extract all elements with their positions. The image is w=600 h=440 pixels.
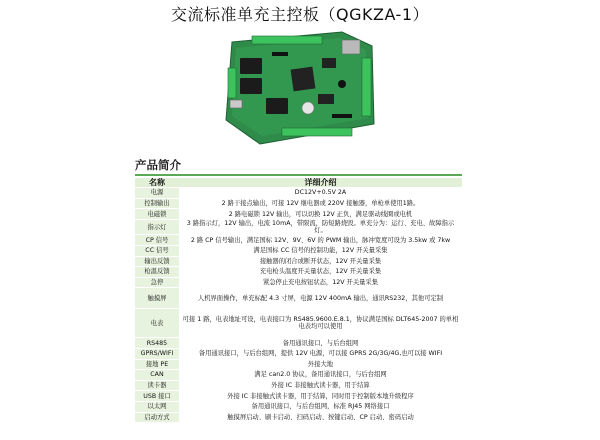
spec-detail: 2 路电磁锁 12V 输出，可以切换 12V 正负，满足驱动线圈或电机 [179,209,462,220]
rj45-port [342,40,360,54]
spec-detail: 外接 IC 非接触式读卡器，用于结算 [179,380,462,391]
spec-name: CC 信号 [135,246,179,257]
chip [322,58,336,68]
spec-name: USB 接口 [135,391,179,402]
spec-detail: 3 路指示灯，12V 输出，电流 10mA，带限流，防短路烧毁。单充分为：运行、充电、故障指示灯。 [179,219,462,234]
table-header-row [135,178,462,188]
spec-name: 启动方式 [135,412,179,423]
spec-detail: 接触器的闭合或断开状态，12V 开关量采集 [179,256,462,267]
section-divider [135,174,462,176]
table-row [135,235,462,246]
table-row [135,277,462,288]
table-row [135,198,462,209]
spec-name: 输出反馈 [135,256,179,267]
table-row [135,349,462,360]
spec-detail: 外接 IC 非接触式读卡器，用于结算，同时用于控制版本地升级程序 [179,391,462,402]
table-row [135,256,462,267]
spec-detail: 备用通讯接口，与后台组网，标准 RJ45 网络接口 [179,401,462,412]
spec-detail: 2 路干接点输出，可接 12V 继电器或 220V 接触器，单枪单使用1路。 [179,198,462,209]
spec-name: 以太网 [135,401,179,412]
spec-name: GPRS/WIFI [135,349,179,360]
page-title: 交流标准单充主控板（QGKZA-1） [171,5,429,24]
spec-detail: 触摸屏启动、刷卡启动、扫码启动、按键启动、CP 启动、密码启动 [179,412,462,423]
spec-detail: 人机界面操作，单充标配 4.3 寸屏，电源 12V 400mA 输出，通讯RS232，其他可定制 [179,288,462,309]
spec-detail: DC12V+0.5V 2A [179,188,462,199]
mcu-chip [291,67,316,92]
table-row [135,219,462,234]
spec-detail: 充电枪头温度开关量状态，12V 开关量采集 [179,267,462,278]
table-row [135,188,462,199]
table-row [135,267,462,278]
table-row [135,338,462,349]
spec-detail: 外接大地 [179,359,462,370]
table-row [135,246,462,257]
spec-name: 急停 [135,277,179,288]
chip [318,94,334,104]
spec-name: 触摸屏 [135,288,179,309]
table-row [135,288,462,309]
spec-name: 电磁锁 [135,209,179,220]
usb-port [230,100,242,108]
spec-name: 接地 PE [135,359,179,370]
spec-detail: 备用通讯接口，与后台组网 [179,338,462,349]
spec-detail: 备用通讯接口，与后台组网，提供 12V 电源，可以接 GPRS 2G/3G/4G,也可以接 WIFI [179,349,462,360]
section-heading: 产品简介 [135,158,181,172]
relay [240,78,262,94]
column-header-detail: 详细介绍 [179,178,462,188]
table-row [135,391,462,402]
spec-detail: 可接 1 路，电表地址可设，电表接口为 RS485.9600.E.8.1，协议满足国标 DLT645-2007 的单相电表均可以使用 [179,309,462,338]
spec-detail: 2 路 CP 信号输出，满足国标 12V、9V、6V 的 PWM 输出，脉冲宽度可设为 3.5kw 或 7kw [179,235,462,246]
spec-table [135,178,462,423]
capacitor [338,80,346,88]
terminal-block-right [362,58,371,116]
terminal-block-bottom [282,128,352,136]
spec-detail: 满足 can2.0 协议，备用通讯接口，与后台组网 [179,370,462,381]
column-header-name: 名称 [135,178,179,188]
spec-detail: 满足国标 CC 信号的控制功能，12V 开关量采集 [179,246,462,257]
spec-name: CP 信号 [135,235,179,246]
control-board-image [222,28,378,146]
spec-name: CAN [135,370,179,381]
spec-name: 枪温反馈 [135,267,179,278]
table-row [135,370,462,381]
spec-name: 电表 [135,309,179,338]
capacitor [302,102,314,114]
table-row [135,309,462,338]
table-row [135,359,462,370]
spec-name: 电源 [135,188,179,199]
relay [266,98,288,114]
relay [240,58,262,74]
table-row [135,401,462,412]
terminal-block-top [252,36,322,44]
spec-name: 控制输出 [135,198,179,209]
spec-detail: 紧急停止充电按钮状态，12V 开关量采集 [179,277,462,288]
table-row [135,412,462,423]
table-row [135,380,462,391]
spec-name: 读卡器 [135,380,179,391]
spec-name: RS485 [135,338,179,349]
table-row [135,209,462,220]
spec-name: 指示灯 [135,219,179,234]
